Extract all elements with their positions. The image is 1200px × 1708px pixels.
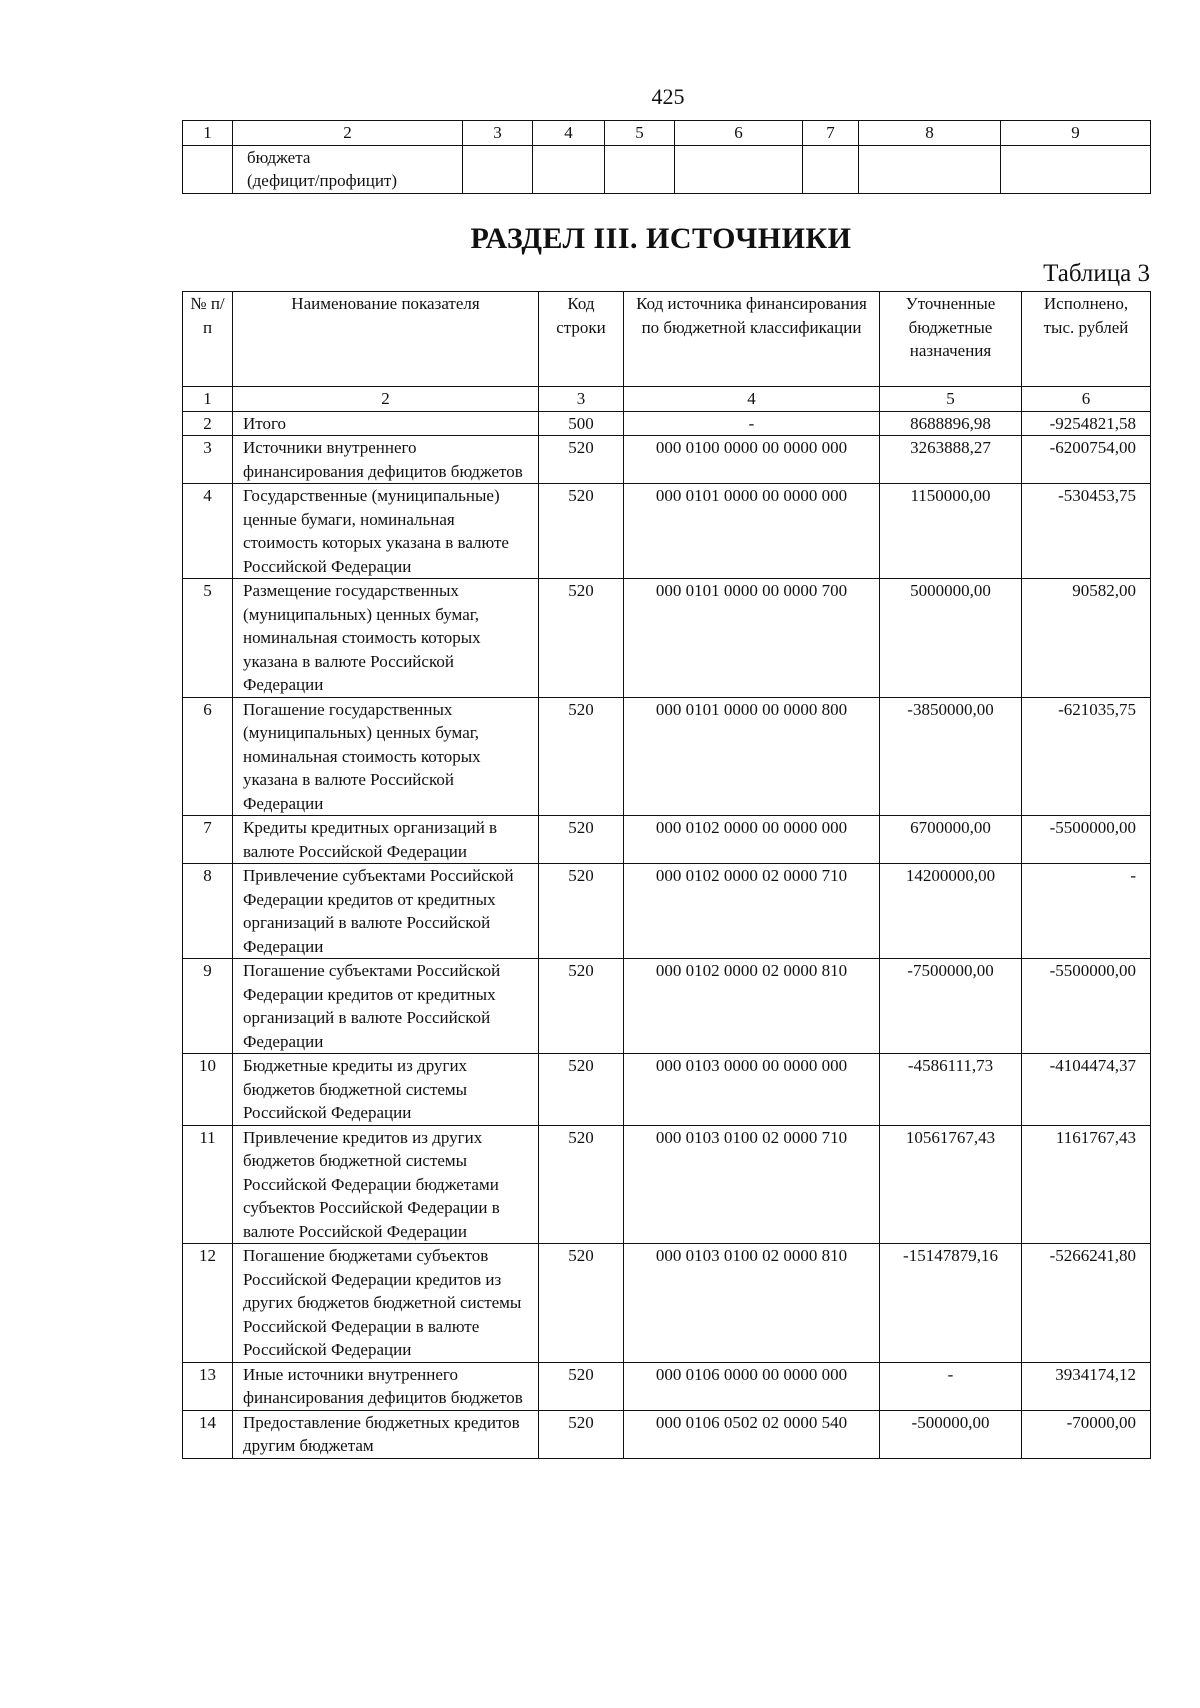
section-title: РАЗДЕЛ III. ИСТОЧНИКИ — [470, 222, 852, 255]
column-number: 7 — [803, 121, 859, 146]
column-number: 8 — [859, 121, 1001, 146]
planned-amount: -7500000,00 — [880, 959, 1022, 1054]
executed-amount: -4104474,37 — [1022, 1054, 1151, 1126]
line-code: 520 — [539, 1244, 624, 1363]
planned-amount: 5000000,00 — [880, 579, 1022, 698]
line-code: 520 — [539, 1125, 624, 1244]
line-code: 520 — [539, 579, 624, 698]
source-code: - — [624, 411, 880, 436]
line-code: 520 — [539, 1362, 624, 1410]
table-row — [183, 697, 1151, 816]
cell — [605, 145, 675, 193]
source-code: 000 0102 0000 02 0000 710 — [624, 864, 880, 959]
indicator-name: Погашение субъектами Российской Федерации кредитов от кредитных организаций в валюте Российской Федерации — [233, 959, 539, 1054]
indicator-name: Размещение государственных (муниципальных) ценных бумаг, номинальная стоимость которых указана в валюте Российской Федерации — [233, 579, 539, 698]
planned-amount: 3263888,27 — [880, 436, 1022, 484]
row-number: 13 — [183, 1362, 233, 1410]
executed-amount: -5500000,00 — [1022, 816, 1151, 864]
column-number: 2 — [233, 387, 539, 412]
indicator-name: Источники внутреннего финансирования дефицитов бюджетов — [233, 436, 539, 484]
column-numbers-row — [183, 387, 1151, 412]
line-code: 520 — [539, 697, 624, 816]
line-code: 520 — [539, 484, 624, 579]
row-number: 9 — [183, 959, 233, 1054]
source-code: 000 0101 0000 00 0000 700 — [624, 579, 880, 698]
row-number: 3 — [183, 436, 233, 484]
indicator-name: Государственные (муниципальные) ценные бумаги, номинальная стоимость которых указана в валюте Российской Федерации — [233, 484, 539, 579]
row-number: 7 — [183, 816, 233, 864]
planned-amount: 14200000,00 — [880, 864, 1022, 959]
table-row — [183, 1244, 1151, 1363]
row-number: 4 — [183, 484, 233, 579]
line-code: 520 — [539, 864, 624, 959]
row-number: 2 — [183, 411, 233, 436]
column-number: 4 — [533, 121, 605, 146]
name-cell — [233, 145, 463, 193]
source-code: 000 0102 0000 00 0000 000 — [624, 816, 880, 864]
line-code: 520 — [539, 1410, 624, 1458]
row-number: 8 — [183, 864, 233, 959]
column-number: 5 — [605, 121, 675, 146]
header-line-code: Код строки — [539, 292, 624, 387]
row-number: 11 — [183, 1125, 233, 1244]
line-code: 500 — [539, 411, 624, 436]
row-number: 10 — [183, 1054, 233, 1126]
continuation-table — [182, 120, 1151, 194]
source-code: 000 0106 0502 02 0000 540 — [624, 1410, 880, 1458]
indicator-name: Погашение бюджетами субъектов Российской Федерации кредитов из других бюджетов бюджетной системы Российской Федерации в валюте Российской Федерации — [233, 1244, 539, 1363]
planned-amount: - — [880, 1362, 1022, 1410]
table-row — [183, 484, 1151, 579]
header-source-code: Код источника финансирования по бюджетной классификации — [624, 292, 880, 387]
indicator-name: Предоставление бюджетных кредитов другим бюджетам — [233, 1410, 539, 1458]
table-row — [183, 1054, 1151, 1126]
executed-amount: 90582,00 — [1022, 579, 1151, 698]
row-number: 6 — [183, 697, 233, 816]
indicator-name: Иные источники внутреннего финансирования дефицитов бюджетов — [233, 1362, 539, 1410]
table-row — [183, 959, 1151, 1054]
table-label: Таблица 3 — [1043, 260, 1150, 287]
column-number: 9 — [1001, 121, 1151, 146]
column-number: 2 — [233, 121, 463, 146]
cell — [183, 145, 233, 193]
executed-amount: - — [1022, 864, 1151, 959]
source-code: 000 0101 0000 00 0000 000 — [624, 484, 880, 579]
cell — [675, 145, 803, 193]
planned-amount: 8688896,98 — [880, 411, 1022, 436]
line-code: 520 — [539, 816, 624, 864]
line-code: 520 — [539, 436, 624, 484]
indicator-name: Итого — [233, 411, 539, 436]
sources-table — [182, 291, 1151, 1459]
table-row — [183, 1125, 1151, 1244]
column-number: 6 — [1022, 387, 1151, 412]
header-planned: Уточненные бюджетные назначения — [880, 292, 1022, 387]
executed-amount: -621035,75 — [1022, 697, 1151, 816]
row-number: 12 — [183, 1244, 233, 1363]
continuation-column-numbers — [183, 121, 1151, 146]
row-number: 5 — [183, 579, 233, 698]
header-name: Наименование показателя — [233, 292, 539, 387]
planned-amount: -500000,00 — [880, 1410, 1022, 1458]
name-line: (дефицит/профицит) — [247, 171, 398, 190]
planned-amount: 10561767,43 — [880, 1125, 1022, 1244]
page-number: 425 — [651, 84, 685, 109]
executed-amount: 3934174,12 — [1022, 1362, 1151, 1410]
planned-amount: 1150000,00 — [880, 484, 1022, 579]
column-number: 3 — [539, 387, 624, 412]
executed-amount: -5266241,80 — [1022, 1244, 1151, 1363]
table-row — [183, 436, 1151, 484]
planned-amount: -15147879,16 — [880, 1244, 1022, 1363]
column-number: 5 — [880, 387, 1022, 412]
header-executed: Исполнено, тыс. рублей — [1022, 292, 1151, 387]
row-number: 14 — [183, 1410, 233, 1458]
column-number: 3 — [463, 121, 533, 146]
planned-amount: -3850000,00 — [880, 697, 1022, 816]
planned-amount: -4586111,73 — [880, 1054, 1022, 1126]
column-number: 6 — [675, 121, 803, 146]
indicator-name: Бюджетные кредиты из других бюджетов бюджетной системы Российской Федерации — [233, 1054, 539, 1126]
table-row — [183, 816, 1151, 864]
cell — [859, 145, 1001, 193]
source-code: 000 0103 0100 02 0000 710 — [624, 1125, 880, 1244]
executed-amount: 1161767,43 — [1022, 1125, 1151, 1244]
table-row — [183, 579, 1151, 698]
column-number: 4 — [624, 387, 880, 412]
table-row — [183, 411, 1151, 436]
header-num: № п/п — [183, 292, 233, 387]
source-code: 000 0102 0000 02 0000 810 — [624, 959, 880, 1054]
executed-amount: -5500000,00 — [1022, 959, 1151, 1054]
continuation-row — [183, 145, 1151, 193]
cell — [1001, 145, 1151, 193]
source-code: 000 0103 0100 02 0000 810 — [624, 1244, 880, 1363]
line-code: 520 — [539, 1054, 624, 1126]
column-number: 1 — [183, 121, 233, 146]
source-code: 000 0103 0000 00 0000 000 — [624, 1054, 880, 1126]
table-row — [183, 1410, 1151, 1458]
planned-amount: 6700000,00 — [880, 816, 1022, 864]
column-number: 1 — [183, 387, 233, 412]
line-code: 520 — [539, 959, 624, 1054]
table-row — [183, 864, 1151, 959]
source-code: 000 0100 0000 00 0000 000 — [624, 436, 880, 484]
cell — [463, 145, 533, 193]
indicator-name: Погашение государственных (муниципальных) ценных бумаг, номинальная стоимость которых указана в валюте Российской Федерации — [233, 697, 539, 816]
executed-amount: -9254821,58 — [1022, 411, 1151, 436]
executed-amount: -70000,00 — [1022, 1410, 1151, 1458]
indicator-name: Привлечение субъектами Российской Федерации кредитов от кредитных организаций в валюте Российской Федерации — [233, 864, 539, 959]
indicator-name: Кредиты кредитных организаций в валюте Российской Федерации — [233, 816, 539, 864]
table-row — [183, 1362, 1151, 1410]
executed-amount: -6200754,00 — [1022, 436, 1151, 484]
table-header-row — [183, 292, 1151, 387]
name-line: бюджета — [247, 147, 311, 167]
source-code: 000 0101 0000 00 0000 800 — [624, 697, 880, 816]
cell — [533, 145, 605, 193]
indicator-name: Привлечение кредитов из других бюджетов бюджетной системы Российской Федерации бюджетами субъектов Российской Федерации в валюте Российской Федерации — [233, 1125, 539, 1244]
cell — [803, 145, 859, 193]
source-code: 000 0106 0000 00 0000 000 — [624, 1362, 880, 1410]
executed-amount: -530453,75 — [1022, 484, 1151, 579]
